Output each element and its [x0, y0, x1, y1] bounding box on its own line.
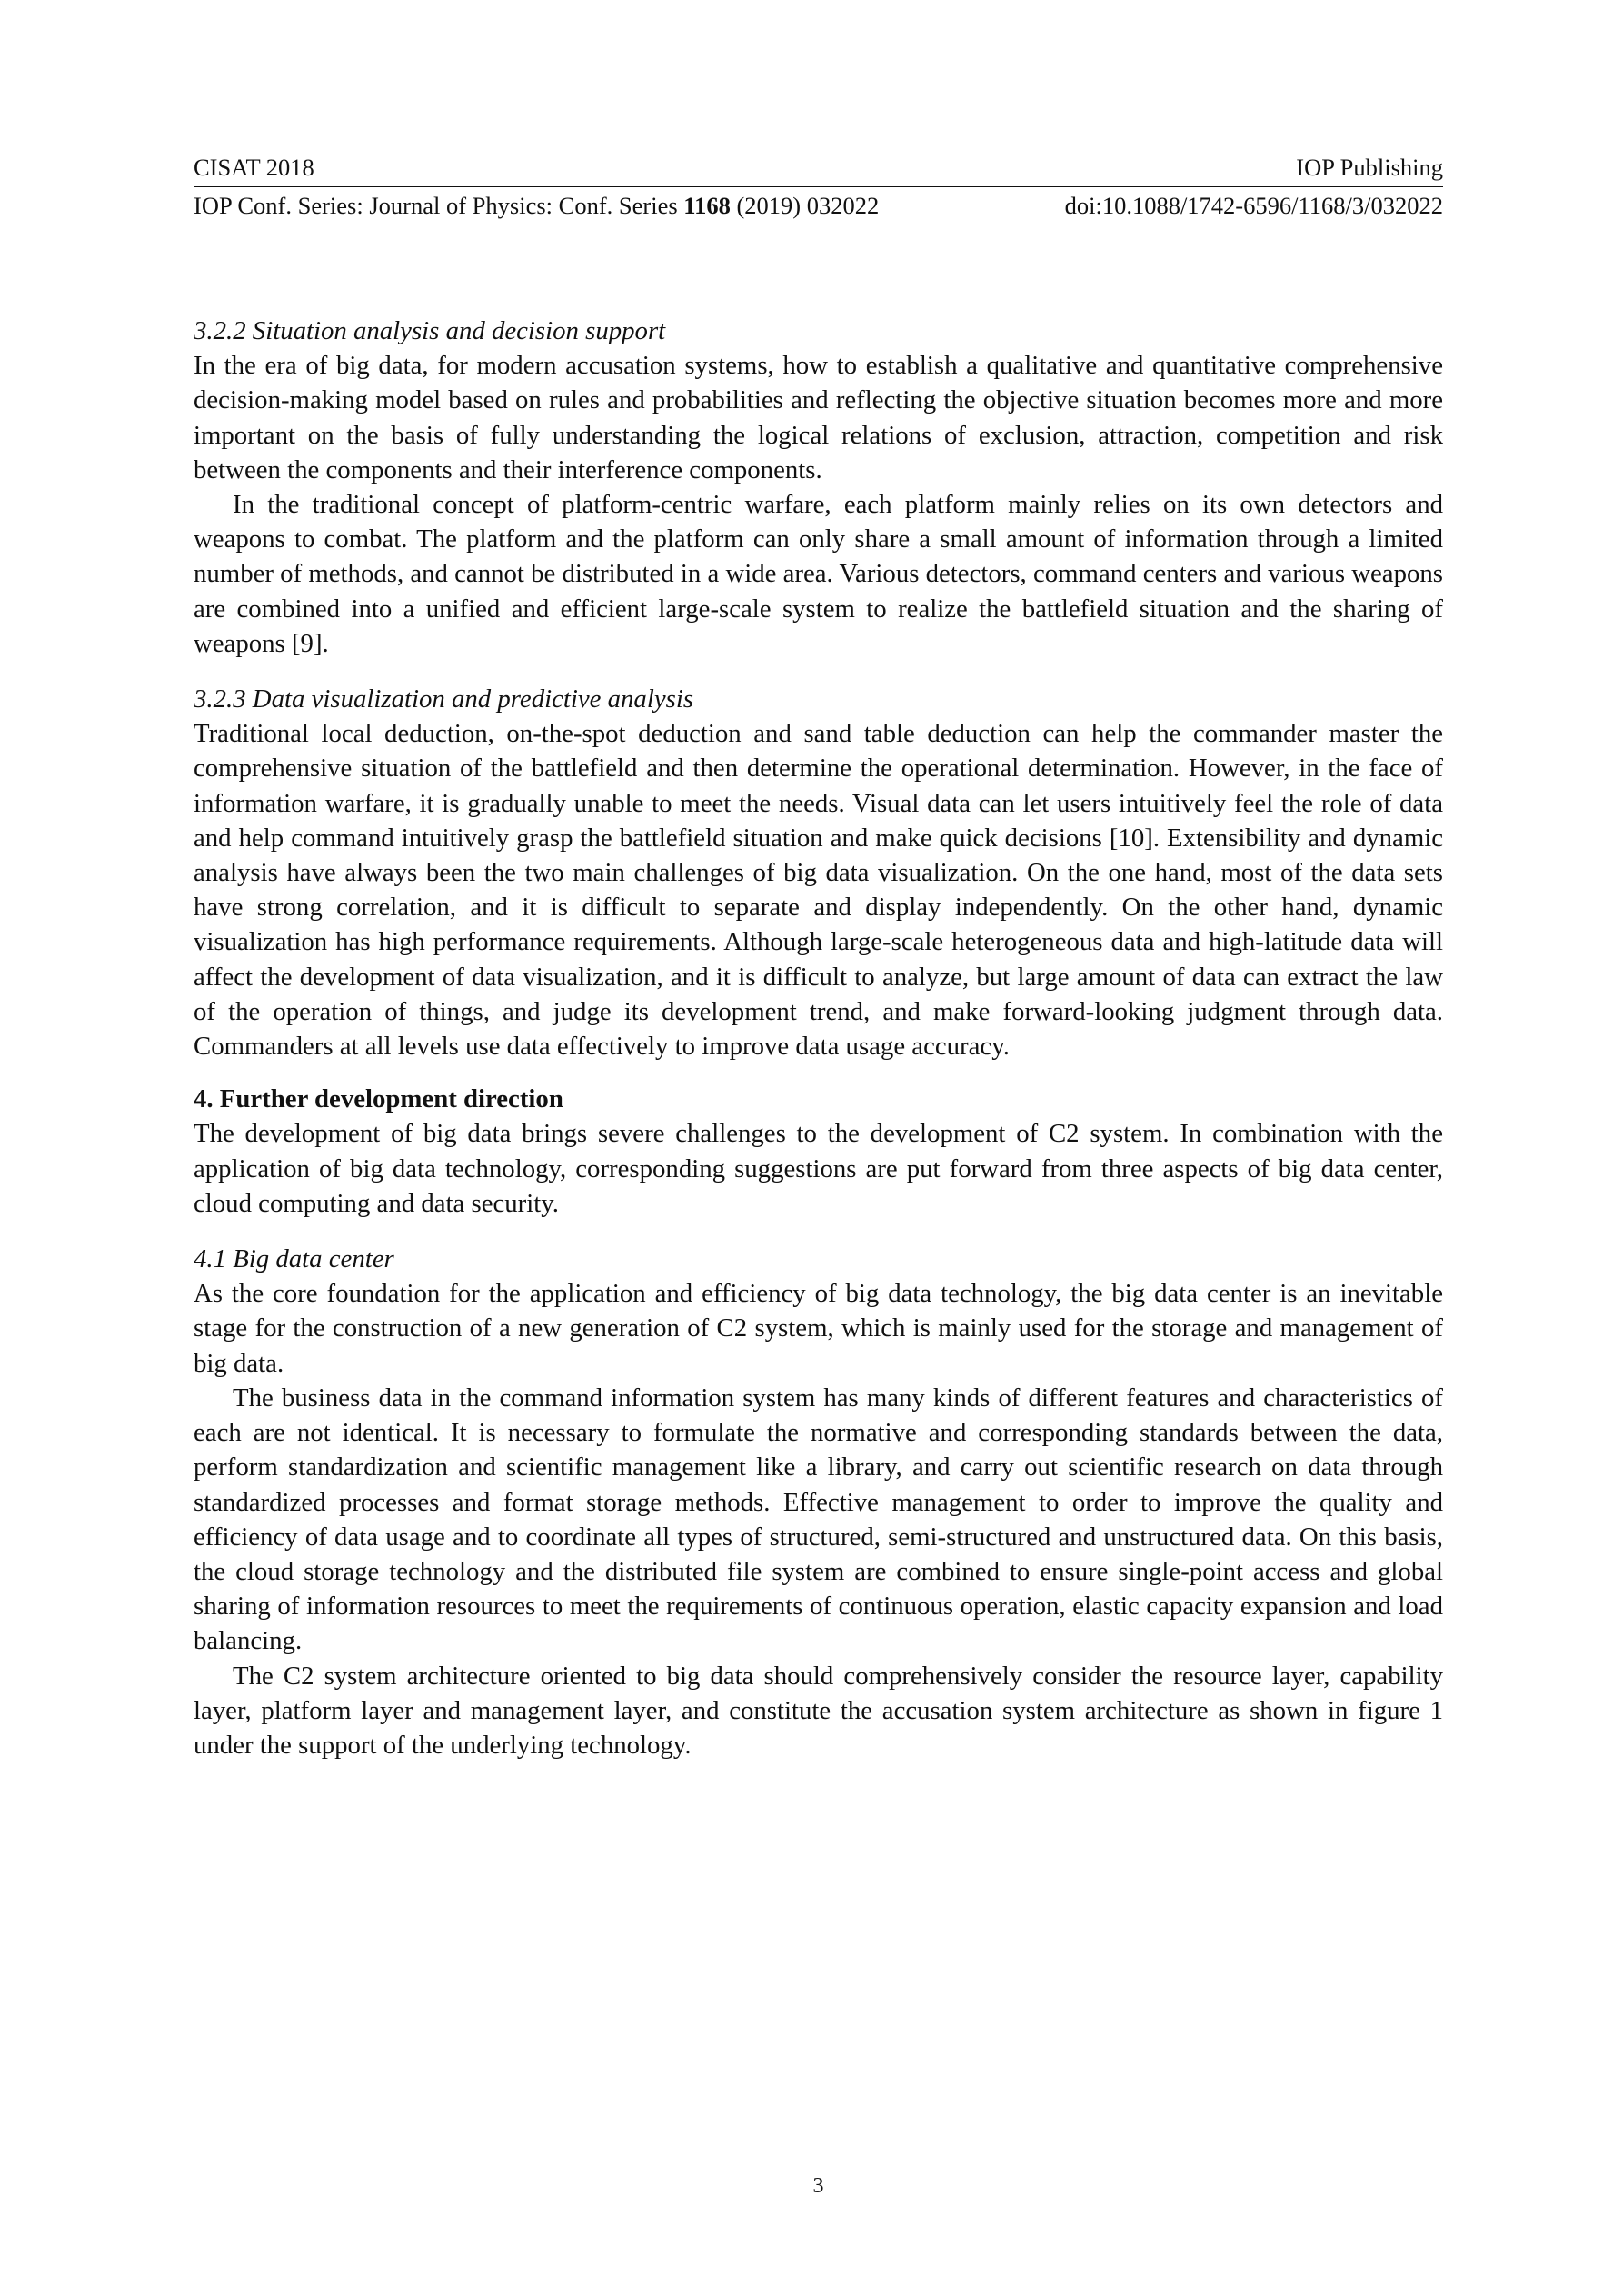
paragraph: The C2 system architecture oriented to big data should comprehensively consider the resource layer, capability layer, platform layer and management layer, and constitute the accusation system architecture as shown in figure 1 under the support of the underlying technology. — [194, 1661, 1443, 1760]
page-number: 3 — [812, 2174, 824, 2198]
conference-name: CISAT 2018 — [194, 154, 314, 181]
series-suffix: (2019) 032022 — [730, 192, 880, 219]
paragraph: The development of big data brings severe challenges to the development of C2 system. In combination with the application of big data technology, corresponding suggestions are put forward from three aspects of big data center, cloud computing and data security. — [194, 1119, 1443, 1218]
page-body — [194, 314, 1443, 1762]
publisher-name: IOP Publishing — [1296, 154, 1443, 181]
running-header-top — [194, 153, 1443, 182]
subsection-heading-4-1: 4.1 Big data center — [194, 1244, 394, 1274]
header-rule — [194, 186, 1443, 187]
paragraph: The business data in the command information system has many kinds of different features and characteristics of each are not identical. It is necessary to formulate the normative and corresponding standards between the data, perform standardization and scientific management like a library, and carry out scientific research on data through standardized processes and format storage methods. Effective management to order to improve the quality and efficiency of data usage and to coordinate all types of structured, semi-structured and unstructured data. On this basis, the cloud storage technology and the distributed file system are combined to ensure single-point access and global sharing of information resources to meet the requirements of continuous operation, elastic capacity expansion and load balancing. — [194, 1383, 1443, 1656]
series-prefix: IOP Conf. Series: Journal of Physics: Conf. Series — [194, 192, 684, 219]
paragraph-gap — [194, 1221, 1443, 1242]
paragraph: In the era of big data, for modern accusation systems, how to establish a qualitative and quantitative comprehensive decision-making model based on rules and probabilities and reflecting the objective situation becomes more and more important on the basis of fully understanding the logical relations of exclusion, attraction, competition and risk between the components and their interference components. — [194, 351, 1443, 484]
series-volume: 1168 — [683, 192, 731, 219]
subsection-heading-3-2-3: 3.2.3 Data visualization and predictive analysis — [194, 684, 694, 714]
section-heading-4: 4. Further development direction — [194, 1084, 563, 1114]
paragraph-gap — [194, 1063, 1443, 1082]
doi: doi:10.1088/1742-6596/1168/3/032022 — [1064, 192, 1443, 219]
paragraph-gap — [194, 661, 1443, 682]
paragraph: As the core foundation for the application and efficiency of big data technology, the big data center is an inevitable stage for the construction of a new generation of C2 system, which is mainly used for the storage and management of big data. — [194, 1279, 1443, 1378]
paragraph: Traditional local deduction, on-the-spot deduction and sand table deduction can help the commander master the comprehensive situation of the battlefield and then determine the operational determination. However, in the face of information warfare, it is gradually unable to meet the needs. Visual data can let users intuitively feel the role of data and help command intuitively grasp the battlefield situation and make quick decisions [10]. Extensibility and dynamic analysis have always been the two main challenges of big data visualization. On the one hand, most of the data sets have strong correlation, and it is difficult to separate and display independently. On the other hand, dynamic visualization has high performance requirements. Although large-scale heterogeneous data and high-latitude data will affect the development of data visualization, and it is difficult to analyze, but large amount of data can extract the law of the operation of things, and judge its development trend, and make forward-looking judgment through data. Commanders at all levels use data effectively to improve data usage accuracy. — [194, 719, 1443, 1062]
journal-citation — [194, 191, 879, 220]
subsection-heading-3-2-2: 3.2.2 Situation analysis and decision support — [194, 316, 666, 345]
paragraph: In the traditional concept of platform-centric warfare, each platform mainly relies on its own detectors and weapons to combat. The platform and the platform can only share a small amount of information through a limited number of methods, and cannot be distributed in a wide area. Various detectors, command centers and various weapons are combined into a unified and efficient large-scale system to realize the battlefield situation and the sharing of weapons [9]. — [194, 490, 1443, 658]
running-header-bottom — [194, 191, 1443, 220]
